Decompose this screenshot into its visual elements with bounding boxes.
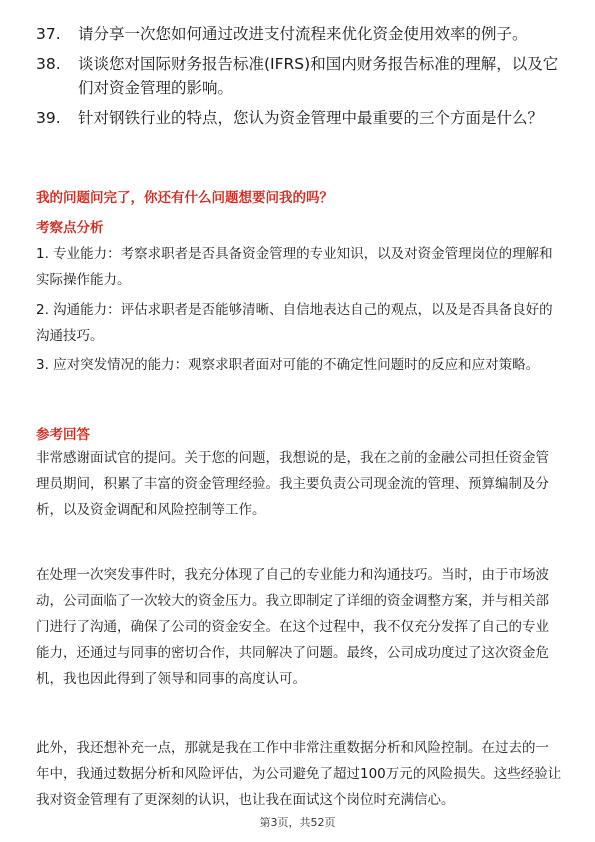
section-title: 我的问题问完了，你还有什么问题想要问我的吗？ bbox=[36, 190, 333, 206]
question-item bbox=[36, 106, 566, 130]
question-number: 39. bbox=[36, 109, 61, 127]
question-text: 请分享一次您如何通过改进支付流程来优化资金使用效率的例子。 bbox=[78, 25, 528, 43]
answer-paragraph: 非常感谢面试官的提问。关于您的问题，我想说的是，我在之前的金融公司担任资金管理员期间，积累了丰富的资金管理经验。我主要负责公司现金流的管理、预算编制及分析，以及资金调配和风险控制等工作。 bbox=[36, 450, 549, 518]
analysis-point: 3. 应对突发情况的能力：观察求职者面对可能的不确定性问题时的反应和应对策略。 bbox=[36, 357, 540, 373]
question-number: 38. bbox=[36, 55, 61, 73]
analysis-point: 2. 沟通能力：评估求职者是否能够清晰、自信地表达自己的观点，以及是否具备良好的沟通技巧。 bbox=[36, 302, 553, 344]
question-text: 谈谈您对国际财务报告标准(IFRS)和国内财务报告标准的理解，以及它们对资金管理的影响。 bbox=[78, 55, 559, 97]
question-text: 针对钢铁行业的特点，您认为资金管理中最重要的三个方面是什么？ bbox=[78, 109, 544, 127]
answer-paragraph: 此外，我还想补充一点，那就是我在工作中非常注重数据分析和风险控制。在过去的一年中，我通过数据分析和风险评估，为公司避免了超过100万元的风险损失。这些经验让我对资金管理有了更深刻的认识，也让我在面试这个岗位时充满信心。 bbox=[36, 740, 562, 808]
answer-paragraph: 在处理一次突发事件时，我充分体现了自己的专业能力和沟通技巧。当时，由于市场波动，公司面临了一次较大的资金压力。我立即制定了详细的资金调整方案，并与相关部门进行了沟通，确保了公司的资金安全。在这个过程中，我不仅充分发挥了自己的专业能力，还通过与同事的密切合作，共同解决了问题。最终，公司成功度过了这次资金危机，我也因此得到了领导和同事的高度认可。 bbox=[36, 567, 549, 687]
question-item bbox=[36, 52, 566, 100]
question-number: 37. bbox=[36, 25, 61, 43]
page-footer: 第3页，共52页 bbox=[259, 816, 336, 829]
question-item bbox=[36, 22, 566, 46]
answer-heading: 参考回答 bbox=[36, 427, 90, 443]
analysis-point: 1. 专业能力：考察求职者是否具备资金管理的专业知识，以及对资金管理岗位的理解和实际操作能力。 bbox=[36, 246, 553, 288]
analysis-heading: 考察点分析 bbox=[36, 220, 104, 236]
question-list bbox=[36, 22, 566, 136]
